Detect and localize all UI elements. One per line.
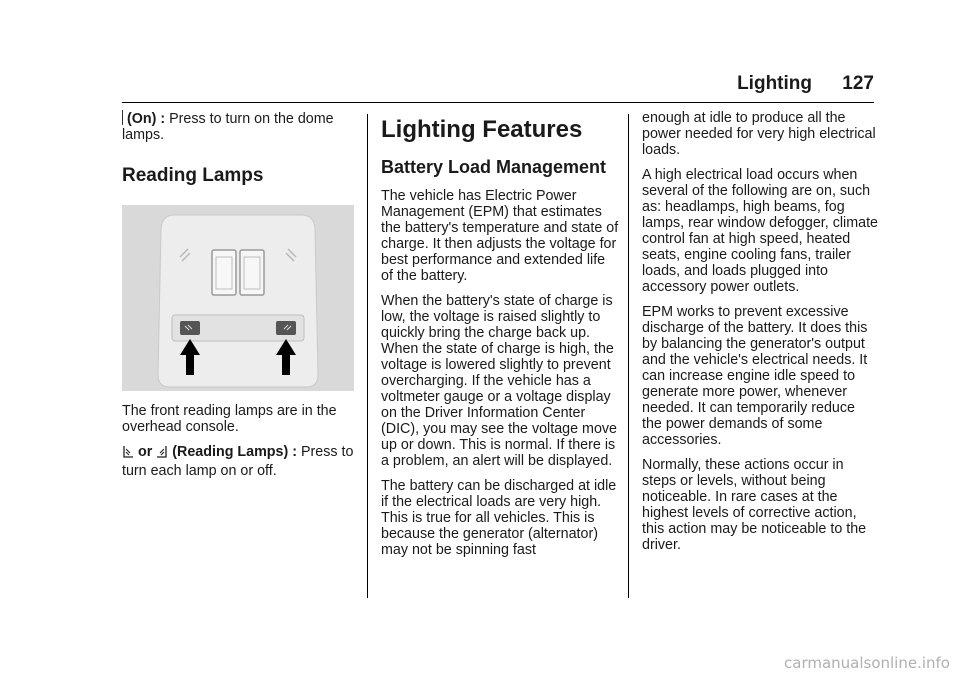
reading-lamps-press: Press to turn each lamp on or off.: [122, 444, 354, 479]
section-title: Lighting: [737, 73, 812, 94]
epm-paragraph-2: When the battery's state of charge is low, the voltage is raised slightly to quickly bring the charge back up. When the state of charge is high, the voltage is lowered slightly to prevent overcharging. If the vehicle has a voltmeter gauge or a voltage display on the Driver Information Center (DIC), you may see the voltage move up or down. This is normal. If there is a problem, an alert will be displayed.: [381, 293, 617, 469]
load-paragraph-2: A high electrical load occurs when several of the following are on, such as: headlamps, high beams, fog lamps, rear window defogger, climate control fan at high speed, heated seats, engine cooling fans, trailer loads, and loads plugged into accessory power outlets.: [642, 167, 879, 295]
reading-lamps-paragraph: [122, 444, 358, 479]
column-2: [381, 110, 619, 567]
reading-desc: The front reading lamps are in the overhead console.: [122, 403, 337, 435]
page-header: [122, 72, 874, 103]
site-watermark: carmanualsonline.info: [784, 654, 950, 672]
or-text: or: [137, 444, 153, 460]
battery-load-heading: Battery Load Management: [381, 157, 607, 177]
column-divider-1: [367, 114, 368, 598]
reading-lamp-right-icon: [156, 444, 168, 463]
on-label: (On) :: [127, 111, 166, 127]
column-1: [122, 110, 358, 488]
reading-lamp-left-icon: [122, 444, 134, 463]
overhead-console-image: [122, 205, 354, 391]
epm-paragraph-1: The vehicle has Electric Power Management (EPM) that estimates the battery's temperature and state of charge. It then adjusts the voltage for best performance and extended life of the battery.: [381, 188, 619, 284]
load-paragraph-1: enough at idle to produce all the power needed for very high electrical loads.: [642, 110, 876, 158]
load-paragraph-3: EPM works to prevent excessive discharge of the battery. It does this by balancing the generator's output and the vehicle's electrical needs. It can increase engine idle speed to generate more power, whenever needed. It can temporarily reduce the power demands of some accessories.: [642, 304, 868, 448]
on-paragraph: [122, 110, 358, 143]
column-3: [642, 110, 878, 562]
load-paragraph-4: Normally, these actions occur in steps or levels, without being noticeable. In rare cases at the highest levels of corrective action, this action may be noticeable to the driver.: [642, 457, 867, 553]
on-desc: Press to turn on the dome lamps.: [122, 111, 334, 143]
page-number: 127: [842, 73, 874, 94]
reading-lamps-heading: Reading Lamps: [122, 165, 264, 186]
overhead-console-illustration: [122, 205, 354, 391]
epm-paragraph-3: The battery can be discharged at idle if the electrical loads are very high. This is true for all vehicles. This is because the generator (alternator) may not be spinning fast: [381, 478, 617, 558]
lighting-features-heading: Lighting Features: [381, 116, 583, 143]
column-divider-2: [628, 114, 629, 598]
reading-lamps-label: (Reading Lamps) :: [172, 444, 297, 460]
dome-lamp-on-icon: [122, 110, 123, 125]
